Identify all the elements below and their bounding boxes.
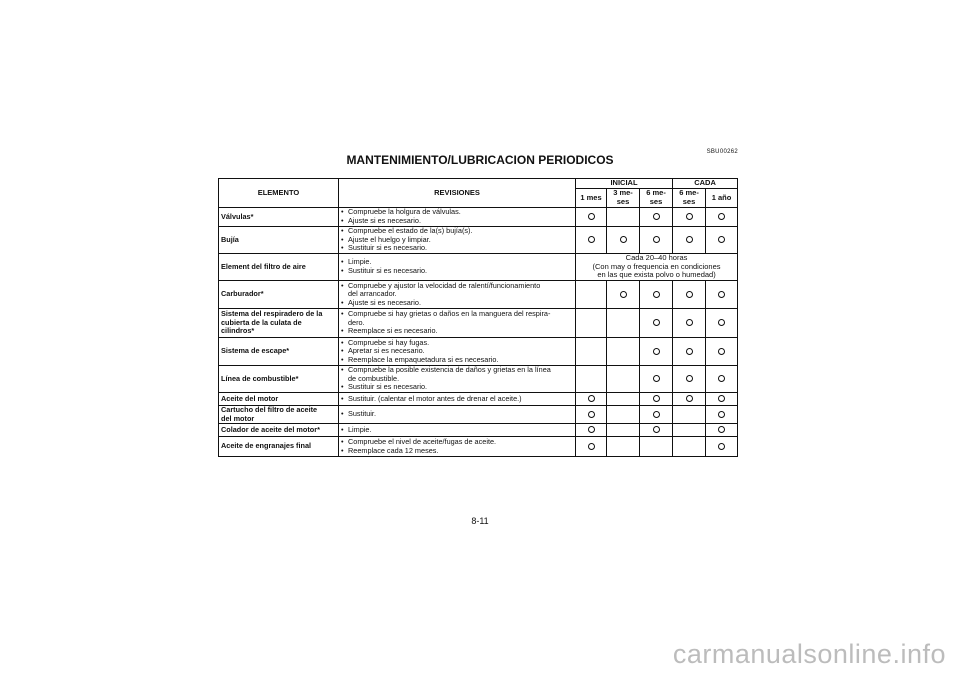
interval-cell [673,424,706,437]
row-element-name: Carburador* [219,281,339,309]
page-title: MANTENIMIENTO/LUBRICACION PERIODICOS [346,153,614,167]
row-element-name: Válvulas* [219,208,339,227]
table-row [219,227,738,254]
circle-mark-icon [718,395,725,402]
header-6-meses-inicial: 6 me- ses [640,189,673,208]
header-3-meses: 3 me- ses [607,189,640,208]
interval-cell [640,437,673,457]
check-list [341,426,573,435]
interval-cell [673,227,706,254]
circle-mark-icon [718,411,725,418]
interval-cell [640,227,673,254]
table-row [219,309,738,338]
row-checks [339,338,576,366]
document-code: SBU00262 [706,149,738,155]
interval-cell [576,406,607,424]
row-element-name: Element del filtro de aire [219,254,339,281]
check-list [341,208,573,225]
row-checks [339,437,576,457]
check-list [341,258,573,275]
interval-cell [607,393,640,406]
check-item: • Ajuste si es necesario. [341,217,573,226]
interval-cell [673,437,706,457]
circle-mark-icon [718,213,725,220]
check-list [341,410,573,419]
circle-mark-icon [653,426,660,433]
row-element-name: Colador de aceite del motor* [219,424,339,437]
row-element-name: Aceite del motor [219,393,339,406]
check-item: • Ajuste el huelgo y limpiar. [341,236,573,245]
row-checks [339,309,576,338]
interval-cell [673,281,706,309]
interval-cell [640,309,673,338]
check-item: • Limpie. [341,258,573,267]
interval-cell [607,366,640,393]
header-elemento: ELEMENTO [219,179,339,208]
circle-mark-icon [718,236,725,243]
row-element-name: Sistema de escape* [219,338,339,366]
circle-mark-icon [653,291,660,298]
interval-cell [673,208,706,227]
interval-cell [706,437,738,457]
check-item: • Reemplace cada 12 meses. [341,447,573,456]
interval-cell [706,406,738,424]
interval-cell [607,338,640,366]
interval-cell [706,424,738,437]
row-checks [339,208,576,227]
interval-cell [706,309,738,338]
interval-cell [640,366,673,393]
check-list [341,339,573,365]
watermark: carmanualsonline.info [672,639,946,669]
circle-mark-icon [588,395,595,402]
circle-mark-icon [686,213,693,220]
check-item: • Reemplace la empaquetadura si es necesario. [341,356,573,365]
check-list [341,227,573,253]
interval-cell [576,227,607,254]
row-checks [339,424,576,437]
interval-cell [640,424,673,437]
circle-mark-icon [588,426,595,433]
interval-cell [706,338,738,366]
header-6-meses-cada: 6 me- ses [673,189,706,208]
check-list [341,282,573,308]
circle-mark-icon [653,213,660,220]
check-item: • Compruebe el nivel de aceite/fugas de aceite. [341,438,573,447]
check-item: • Compruebe si hay fugas. [341,339,573,348]
header-cada: CADA [673,179,738,189]
circle-mark-icon [620,236,627,243]
check-list [341,438,573,455]
circle-mark-icon [653,395,660,402]
check-item: • Sustituir si es necesario. [341,383,573,392]
circle-mark-icon [686,348,693,355]
row-checks [339,366,576,393]
header-revisiones: REVISIONES [339,179,576,208]
circle-mark-icon [588,411,595,418]
circle-mark-icon [718,319,725,326]
interval-note: Cada 20–40 horas (Con may o frequencia en condiciones en las que exista polvo o humedad) [576,254,738,281]
interval-cell [607,424,640,437]
interval-cell [576,208,607,227]
row-checks [339,393,576,406]
interval-cell [607,208,640,227]
interval-cell [673,393,706,406]
row-element-name: Línea de combustible* [219,366,339,393]
check-item: • Sustituir si es necesario. [341,244,573,253]
table-row [219,437,738,457]
interval-cell [706,227,738,254]
check-list [341,395,573,404]
row-element-name: Bujía [219,227,339,254]
circle-mark-icon [718,443,725,450]
check-item: • Compruebe la posible existencia de daños y grietas en la línea de combustible. [341,366,573,383]
check-list [341,366,573,392]
interval-cell [576,437,607,457]
row-checks [339,281,576,309]
circle-mark-icon [718,426,725,433]
circle-mark-icon [588,443,595,450]
interval-cell [706,366,738,393]
check-item: • Reemplace si es necesario. [341,327,573,336]
interval-cell [607,406,640,424]
check-item: • Sustituir. (calentar el motor antes de drenar el aceite.) [341,395,573,404]
interval-cell [640,338,673,366]
circle-mark-icon [686,236,693,243]
check-item: • Compruebe y ajustor la velocidad de ralentí/funcionamiento del arrancador. [341,282,573,299]
circle-mark-icon [653,236,660,243]
circle-mark-icon [653,411,660,418]
interval-cell [576,281,607,309]
circle-mark-icon [588,213,595,220]
circle-mark-icon [686,375,693,382]
check-item: • Apretar si es necesario. [341,347,573,356]
circle-mark-icon [718,348,725,355]
maintenance-table [218,178,738,457]
circle-mark-icon [620,291,627,298]
table-row [219,406,738,424]
interval-cell [673,366,706,393]
circle-mark-icon [686,319,693,326]
circle-mark-icon [718,291,725,298]
interval-cell [607,437,640,457]
header-1-mes: 1 mes [576,189,607,208]
circle-mark-icon [686,291,693,298]
interval-cell [640,208,673,227]
interval-cell [640,406,673,424]
row-element-name: Cartucho del filtro de aceite del motor [219,406,339,424]
interval-cell [673,406,706,424]
interval-cell [576,366,607,393]
circle-mark-icon [686,395,693,402]
check-item: • Compruebe la holgura de válvulas. [341,208,573,217]
check-item: • Sustituir. [341,410,573,419]
check-item: • Limpie. [341,426,573,435]
circle-mark-icon [653,375,660,382]
row-element-name: Sistema del respiradero de la cubierta de la culata de cilindros* [219,309,339,338]
check-list [341,310,573,336]
interval-cell [607,281,640,309]
circle-mark-icon [653,319,660,326]
interval-cell [640,393,673,406]
table-row [219,338,738,366]
row-element-name: Aceite de engranajes final [219,437,339,457]
table-row [219,281,738,309]
header-1-ano: 1 año [706,189,738,208]
page-number: 8-11 [471,516,489,526]
interval-cell [706,281,738,309]
circle-mark-icon [718,375,725,382]
check-item: • Compruebe el estado de la(s) bujía(s). [341,227,573,236]
header-inicial: INICIAL [576,179,673,189]
interval-cell [706,208,738,227]
interval-cell [706,393,738,406]
interval-cell [607,227,640,254]
table-row [219,424,738,437]
row-checks [339,227,576,254]
check-item: • Sustituir si es necesario. [341,267,573,276]
table-row [219,393,738,406]
check-item: • Compruebe si hay grietas o daños en la manguera del respira- dero. [341,310,573,327]
row-checks [339,406,576,424]
interval-cell [576,393,607,406]
circle-mark-icon [588,236,595,243]
interval-cell [576,309,607,338]
interval-cell [607,309,640,338]
table-body [219,208,738,457]
interval-cell [640,281,673,309]
circle-mark-icon [653,348,660,355]
interval-cell [576,424,607,437]
table-row [219,208,738,227]
table-row [219,254,738,281]
row-checks [339,254,576,281]
interval-cell [673,309,706,338]
table-row [219,366,738,393]
interval-cell [673,338,706,366]
interval-cell [576,338,607,366]
check-item: • Ajuste si es necesario. [341,299,573,308]
